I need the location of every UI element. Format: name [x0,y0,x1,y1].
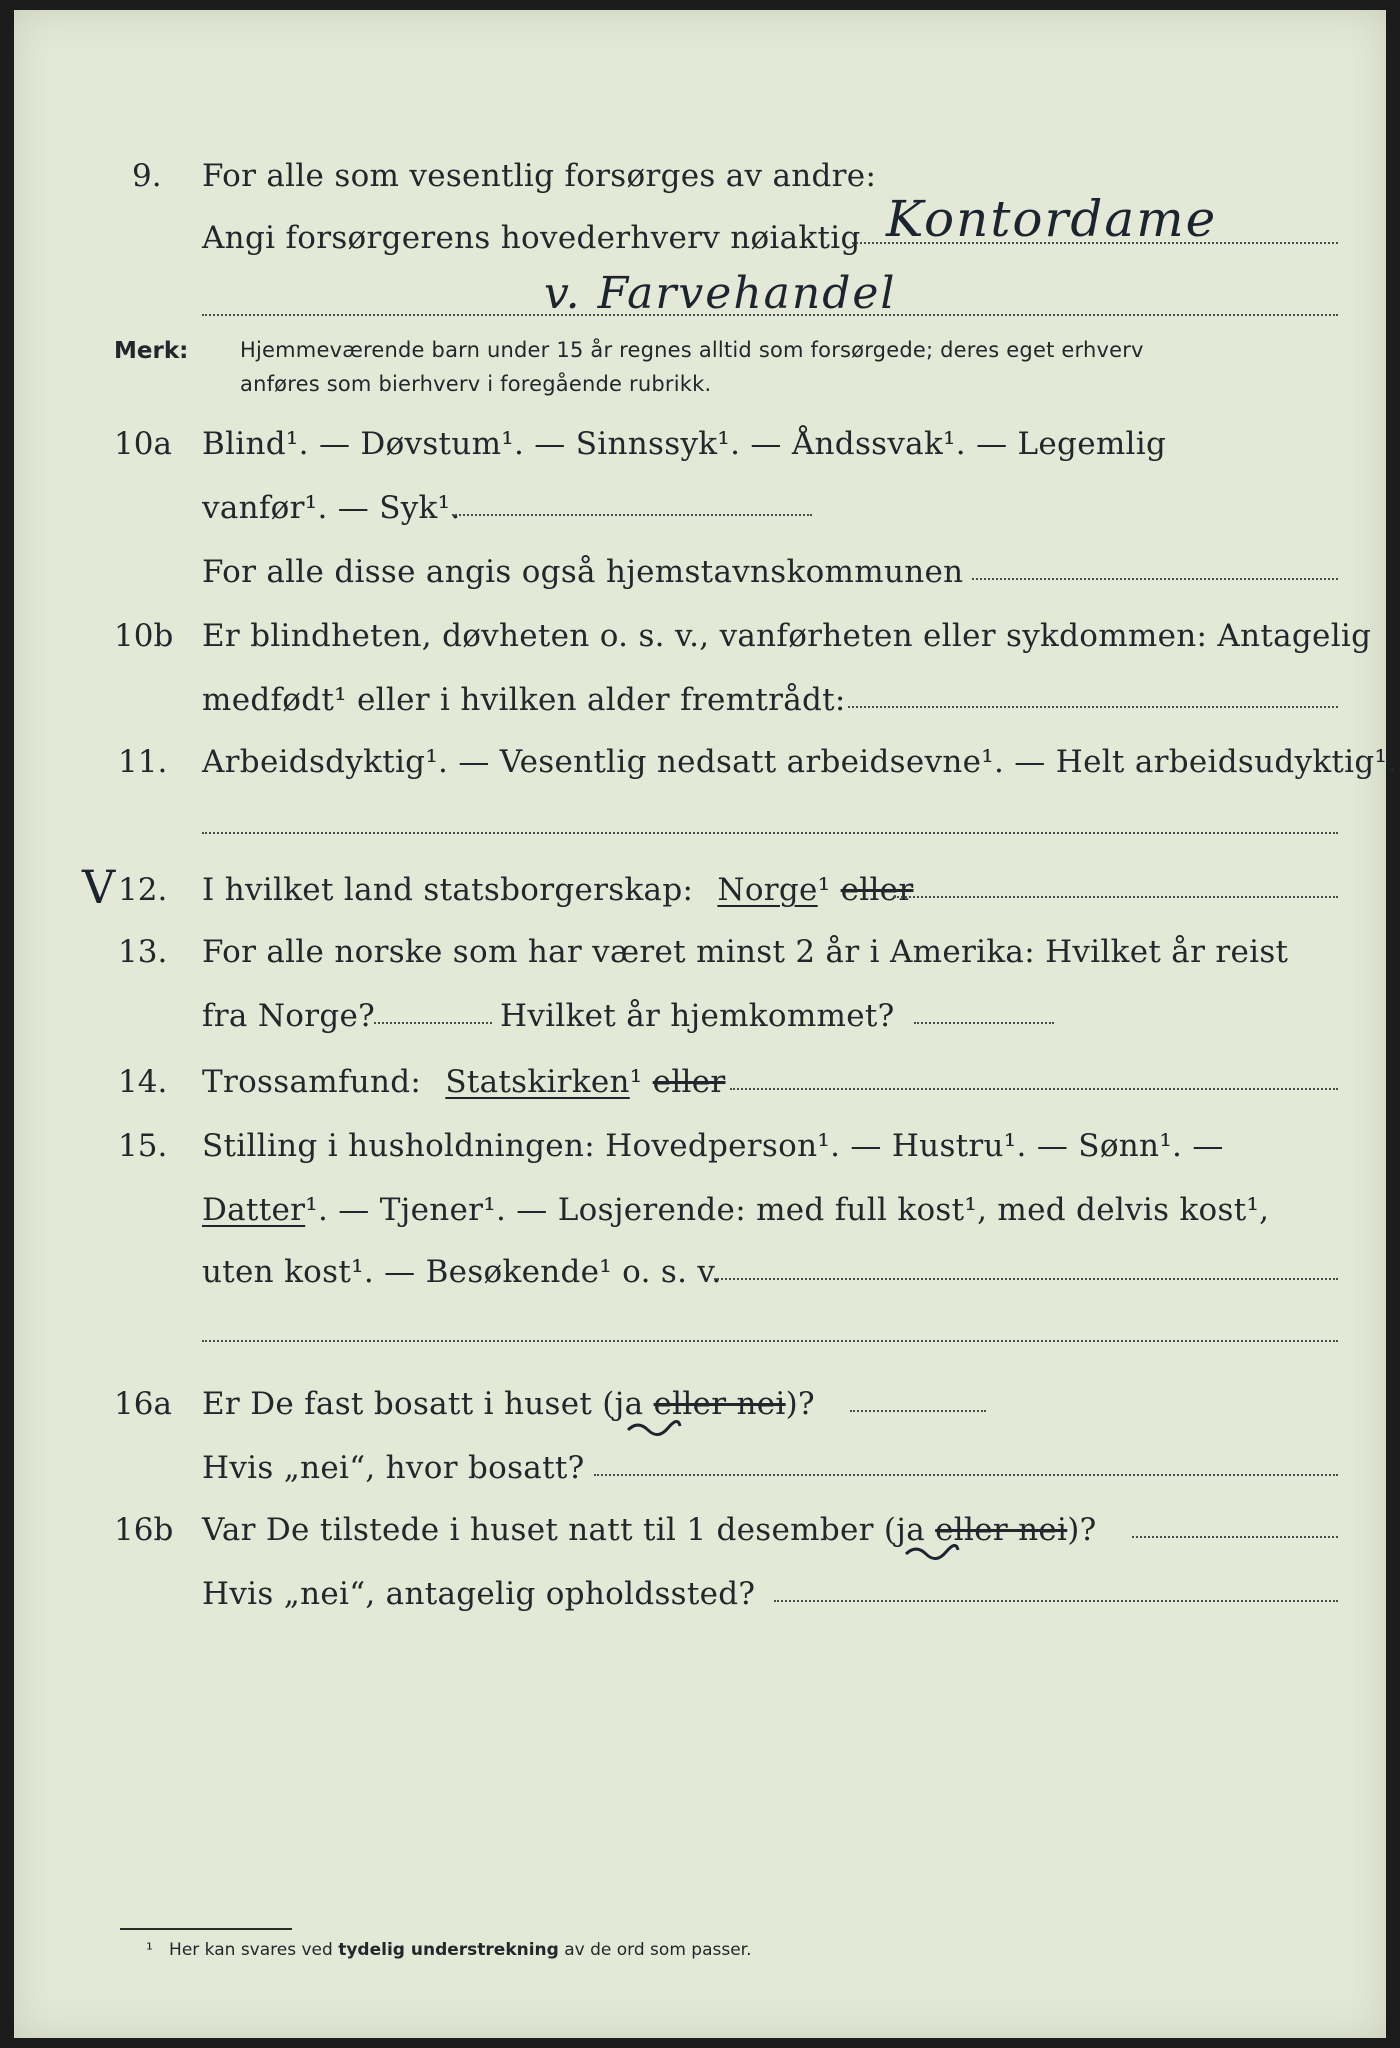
q16a-answer-line [850,1410,986,1412]
q10a-line2: vanfør¹. — Syk¹. [202,490,461,526]
q15-answer-underlined: Datter [202,1192,306,1228]
q12-text: I hvilket land statsborgerskap: [202,872,694,908]
q16a-line1a: Er De fast bosatt i huset (ja [202,1386,644,1422]
footnote-mark: ¹ [146,1940,153,1960]
footnote-text-a: Her kan svares ved [169,1940,333,1960]
q9-number: 9. [132,158,162,194]
q14-answer-line [730,1088,1338,1090]
footnote-text-b: av de ord som passer. [564,1940,752,1960]
q14-struck-word: eller [652,1064,726,1100]
q12-answer-line [894,896,1338,898]
q13-year-left-line [374,1022,492,1024]
q12-struck-word: eller [840,872,914,908]
q9-handwritten-workplace: v. Farvehandel [544,268,897,319]
q14-row [202,1064,726,1100]
q11-number: 11. [118,744,168,780]
q16a-struck: eller nei [653,1386,786,1422]
q14-sup: ¹ [629,1064,643,1100]
q15-line1: Stilling i husholdningen: Hovedperson¹. — Hustru¹. — Sønn¹. — [202,1128,1224,1164]
q16a-number: 16a [114,1386,172,1422]
q16b-whereabouts-line [774,1600,1338,1602]
q10b-line2: medfødt¹ eller i hvilken alder fremtrådt: [202,682,846,718]
q16b-answer-line [1132,1536,1338,1538]
q12-answer-underlined: Norge [717,872,818,908]
q15-answer-line2 [202,1340,1338,1342]
q12-row [202,872,913,908]
q16b-row1 [202,1512,1097,1548]
q15-line2: ¹. — Tjener¹. — Losjerende: med full kost¹, med delvis kost¹, [305,1192,1270,1228]
merk-line1: Hjemmeværende barn under 15 år regnes alltid som forsørgede; deres eget erhverv [240,338,1144,362]
q9-handwritten-occupation: Kontordame [886,190,1218,248]
merk-label: Merk: [114,338,189,364]
q15-row2 [202,1192,1269,1228]
q16a-line2: Hvis „nei“, hvor bosatt? [202,1450,585,1486]
q15-line3: uten kost¹. — Besøkende¹ o. s. v. [202,1254,722,1290]
q13-year-returned-line [914,1022,1054,1024]
q13-line2b: Hvilket år hjemkommet? [500,998,895,1034]
q13-number: 13. [118,934,168,970]
q10a-number: 10a [114,426,172,462]
q14-text: Trossamfund: [202,1064,422,1100]
q14-answer-underlined: Statskirken [445,1064,630,1100]
q14-number: 14. [118,1064,168,1100]
q16b-ja-underline-squiggle [904,1542,960,1562]
q10a-line1: Blind¹. — Døvstum¹. — Sinnssyk¹. — Åndssvak¹. — Legemlig [202,426,1167,462]
q16b-line2: Hvis „nei“, antagelig opholdssted? [202,1576,756,1612]
q10b-line1: Er blindheten, døvheten o. s. v., vanførheten eller sykdommen: Antagelig [202,618,1372,654]
footnote [146,1940,752,1960]
q16a-row1 [202,1386,815,1422]
q10a-hometown-line [972,578,1338,580]
q16a-line1b: )? [785,1386,815,1422]
q9-line1: For alle som vesentlig forsørges av andre: [202,158,877,194]
q10a-line3: For alle disse angis også hjemstavnskommunen [202,554,964,590]
q15-answer-line1 [714,1278,1338,1280]
q12-number: 12. [118,872,168,908]
footnote-rule [120,1928,292,1930]
merk-line2: anføres som bierhverv i foregående rubrikk. [240,372,712,396]
q16b-struck: eller nei [935,1512,1068,1548]
q16b-number: 16b [114,1512,174,1548]
q16a-residence-line [594,1474,1338,1476]
q10b-number: 10b [114,618,174,654]
q13-line2a: fra Norge? [202,998,376,1034]
q10b-answer-line [848,706,1338,708]
q12-check-mark: V [82,860,118,914]
q11-line1: Arbeidsdyktig¹. — Vesentlig nedsatt arbeidsevne¹. — Helt arbeidsudyktig¹. [202,744,1398,780]
q13-line1: For alle norske som har været minst 2 år i Amerika: Hvilket år reist [202,934,1289,970]
census-form-page [14,10,1398,2038]
q9-line2: Angi forsørgerens hovederhverv nøiaktig [202,220,861,256]
q10a-answer-line [452,514,812,516]
q16b-line1b: )? [1067,1512,1097,1548]
q15-number: 15. [118,1128,168,1164]
q16b-line1a: Var De tilstede i huset natt til 1 desember (ja [202,1512,925,1548]
q12-sup: ¹ [817,872,831,908]
q11-answer-line [202,832,1338,834]
footnote-text-bold: tydelig understrekning [338,1940,559,1960]
q16a-ja-underline-squiggle [626,1418,682,1438]
